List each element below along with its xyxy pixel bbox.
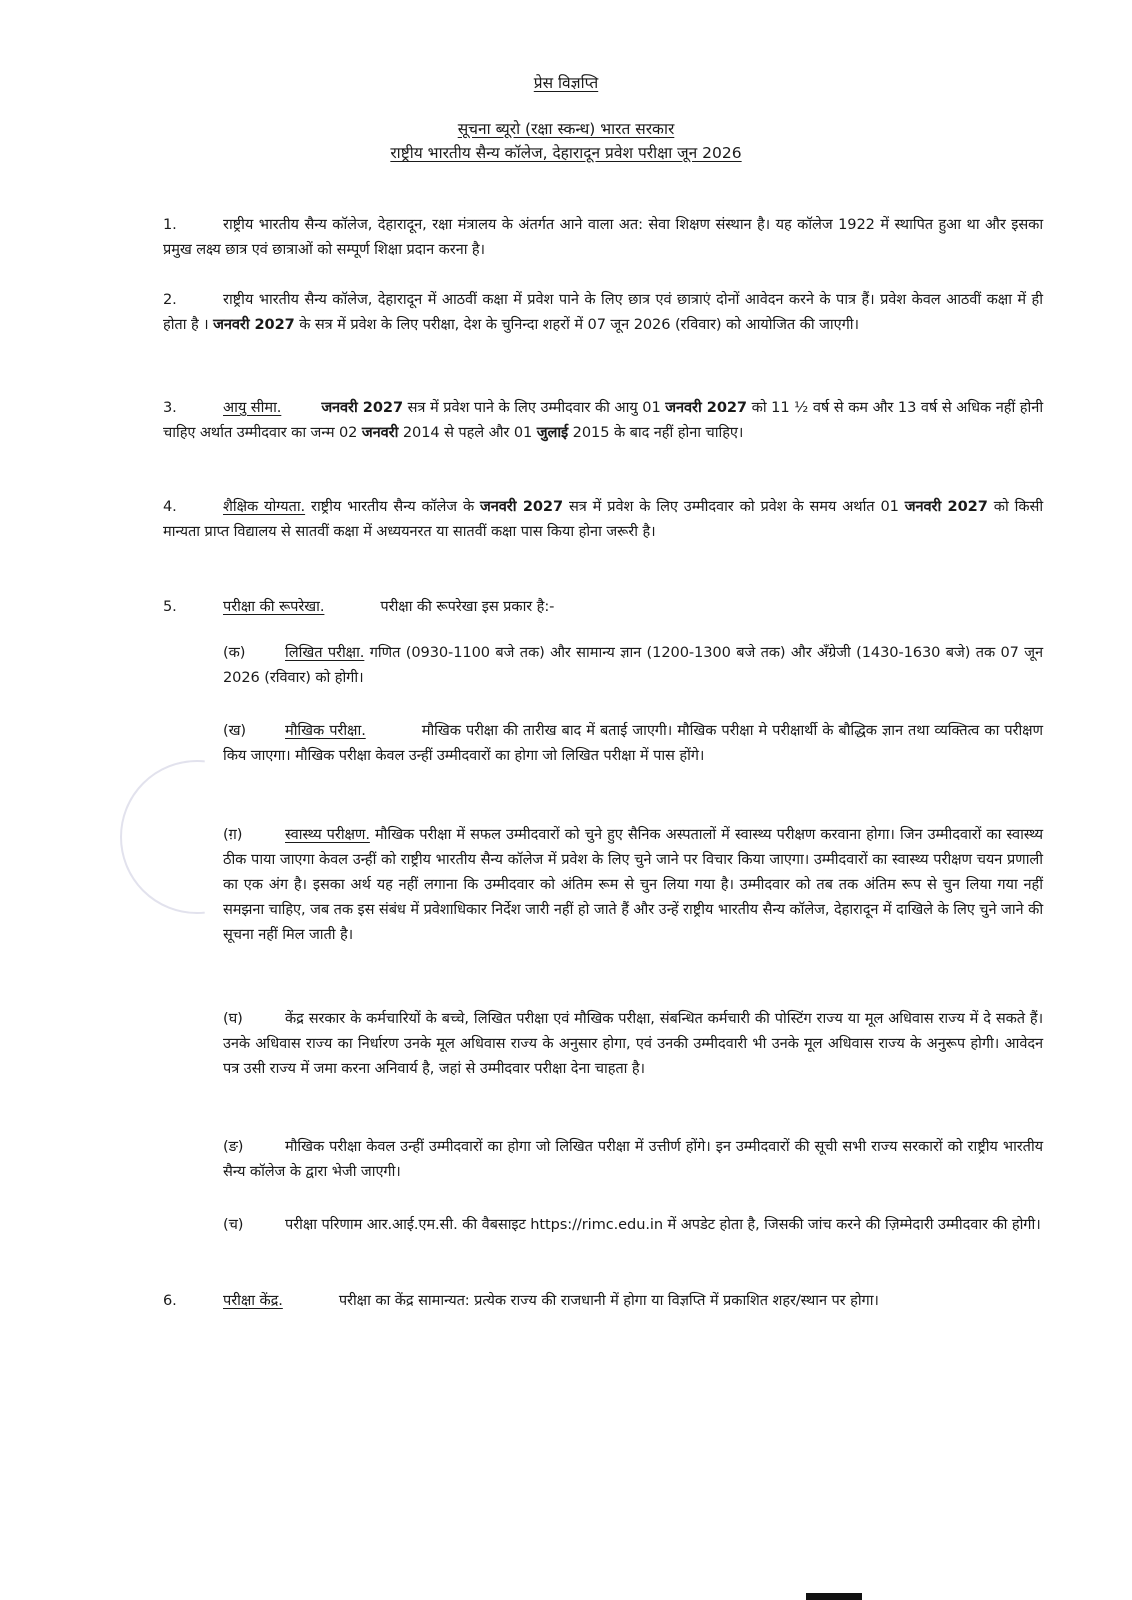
paragraph-6-exam-centre: 6. परीक्षा केंद्र. परीक्षा का केंद्र सामान्यत: प्रत्येक राज्य की राजधानी में होगा या विज्ञप्ति में प्रकाशित शहर/स्थान पर होगा। [163, 1292, 879, 1309]
qualification-heading: शैक्षिक योग्यता. [223, 498, 306, 515]
scan-edge-mark [806, 1593, 862, 1600]
subparagraph-oral-list: (ङ) मौखिक परीक्षा केवल उन्हीं उम्मीदवारों का होगा जो लिखित परीक्षा में उत्तीर्ण होंगे। इन उम्मीदवारों की सूची सभी राज्य सरकारों को राष्ट्रीय भारतीय सैन्य कॉलेज के द्वारा भेजी जाएगी। [223, 1138, 1043, 1180]
medical-exam-heading: स्वास्थ्य परीक्षण. [285, 826, 370, 843]
paragraph-4-qualification: 4. शैक्षिक योग्यता. राष्ट्रीय भारतीय सैन्य कॉलेज के जनवरी 2027 सत्र में प्रवेश के लिए उम्मीदवार को प्रवेश के समय अर्थात 01 जनवरी 2027 को किसी मान्यता प्राप्त विद्यालय से सातवीं कक्षा में अध्ययनरत या सातवीं कक्षा पास किया होना जरूरी है। [163, 498, 1044, 540]
paragraph-3-age-limit: 3. आयु सीमा. जनवरी 2027 सत्र में प्रवेश पाने के लिए उम्मीदवार की आयु 01 जनवरी 2027 को 11 ½ वर्ष से कम और 13 वर्ष से अधिक नहीं होनी चाहिए अर्थात उम्मीदवार का जन्म 02 जनवरी 2014 से पहले और 01 जुलाई 2015 के बाद नहीं होना चाहिए। [163, 399, 1043, 441]
paragraph-5-exam-outline: 5. परीक्षा की रूपरेखा. परीक्षा की रूपरेखा इस प्रकार है:- [163, 598, 555, 615]
subparagraph-medical-exam: (ग़) स्वास्थ्य परीक्षण. मौखिक परीक्षा में सफल उम्मीदवारों को चुने हुए सैनिक अस्पतालों में स्वास्थ्य परीक्षण करवाना होगा। जिन उम्मीदवारों का स्वास्थ्य ठीक पाया जाएगा केवल उन्हीं को राष्ट्रीय भारतीय सैन्य कॉलेज में प्रवेश के लिए चुने जाने पर विचार किया जाएगा। उम्मीदवारों का स्वास्थ्य परीक्षण चयन प्रणाली का एक अंग है। इसका अर्थ यह नहीं लगाना कि उम्मीदवार को अंतिम रूम से चुन लिया गया है। उम्मीदवार को तब तक अंतिम रूप से चुन लिया गया नहीं समझना चाहिए, जब तक इस संबंध में प्रवेशाधिकार निर्देश जारी नहीं हो जाते हैं और उन्हें राष्ट्रीय भारतीय सैन्य कॉलेज, देहारादून में दाखिले के लिए चुने जाने की सूचना नहीं मिल जाती है। [223, 826, 1043, 943]
age-limit-heading: आयु सीमा. [223, 399, 282, 416]
exam-outline-heading: परीक्षा की रूपरेखा. [223, 598, 325, 615]
subparagraph-central-govt-employees: (घ) केंद्र सरकार के कर्मचारियों के बच्चे, लिखित परीक्षा एवं मौखिक परीक्षा, संबन्धित कर्मचारी की पोस्टिंग राज्य या मूल अधिवास राज्य में दे सकते हैं। उनके अधिवास राज्य का निर्धारण उनके मूल अधिवास राज्य के अनुसार होगा, एवं उनकी उम्मीदवारी भी उनके मूल अधिवास राज्य के अनुरूप होगी। आवेदन पत्र उसी राज्य में जमा करना अनिवार्य है, जहां से उम्मीदवार परीक्षा देना चाहता है। [223, 1010, 1043, 1077]
oral-exam-heading: मौखिक परीक्षा. [285, 722, 366, 739]
subparagraph-written-exam: (क) लिखित परीक्षा. गणित (0930-1100 बजे तक) और सामान्य ज्ञान (1200-1300 बजे तक) और अँग्रेजी (1430-1630 बजे) तक 07 जून 2026 (रविवार) को होगी। [223, 644, 1043, 686]
subject-heading: राष्ट्रीय भारतीय सैन्य कॉलेज, देहारादून प्रवेश परीक्षा जून 2026 [390, 144, 742, 162]
subparagraph-result-website: (च) परीक्षा परिणाम आर.आई.एम.सी. की वैबसाइट https://rimc.edu.in में अपडेट होता है, जिसकी जांच करने की ज़िम्मेदारी उम्मीदवार की होगी। [223, 1216, 1041, 1233]
bureau-heading: सूचना ब्यूरो (रक्षा स्कन्ध) भारत सरकार [457, 120, 675, 138]
exam-centre-heading: परीक्षा केंद्र. [223, 1292, 283, 1309]
written-exam-heading: लिखित परीक्षा. [285, 644, 365, 661]
paragraph-1: 1. राष्ट्रीय भारतीय सैन्य कॉलेज, देहारादून, रक्षा मंत्रालय के अंतर्गत आने वाला अत: सेवा शिक्षण संस्थान है। यह कॉलेज 1922 में स्थापित हुआ था और इसका प्रमुख लक्ष्य छात्र एवं छात्राओं को सम्पूर्ण शिक्षा प्रदान करना है। [163, 216, 1043, 258]
paragraph-2: 2. राष्ट्रीय भारतीय सैन्य कॉलेज, देहारादून में आठवीं कक्षा में प्रवेश पाने के लिए छात्र एवं छात्राएं दोनों आवेदन करने के पात्र हैं। प्रवेश केवल आठवीं कक्षा में ही होता है । जनवरी 2027 के सत्र में प्रवेश के लिए परीक्षा, देश के चुनिन्दा शहरों में 07 जून 2026 (रविवार) को आयोजित की जाएगी। [163, 291, 1043, 333]
subparagraph-oral-exam: (ख) मौखिक परीक्षा. मौखिक परीक्षा की तारीख बाद में बताई जाएगी। मौखिक परीक्षा मे परीक्षार्थी के बौद्धिक ज्ञान तथा व्यक्तित्व का परीक्षण किय जाएगा। मौखिक परीक्षा केवल उन्हीं उम्मीदवारों का होगा जो लिखित परीक्षा में पास होंगे। [223, 722, 1043, 764]
press-release-title: प्रेस विज्ञप्ति [533, 74, 599, 92]
